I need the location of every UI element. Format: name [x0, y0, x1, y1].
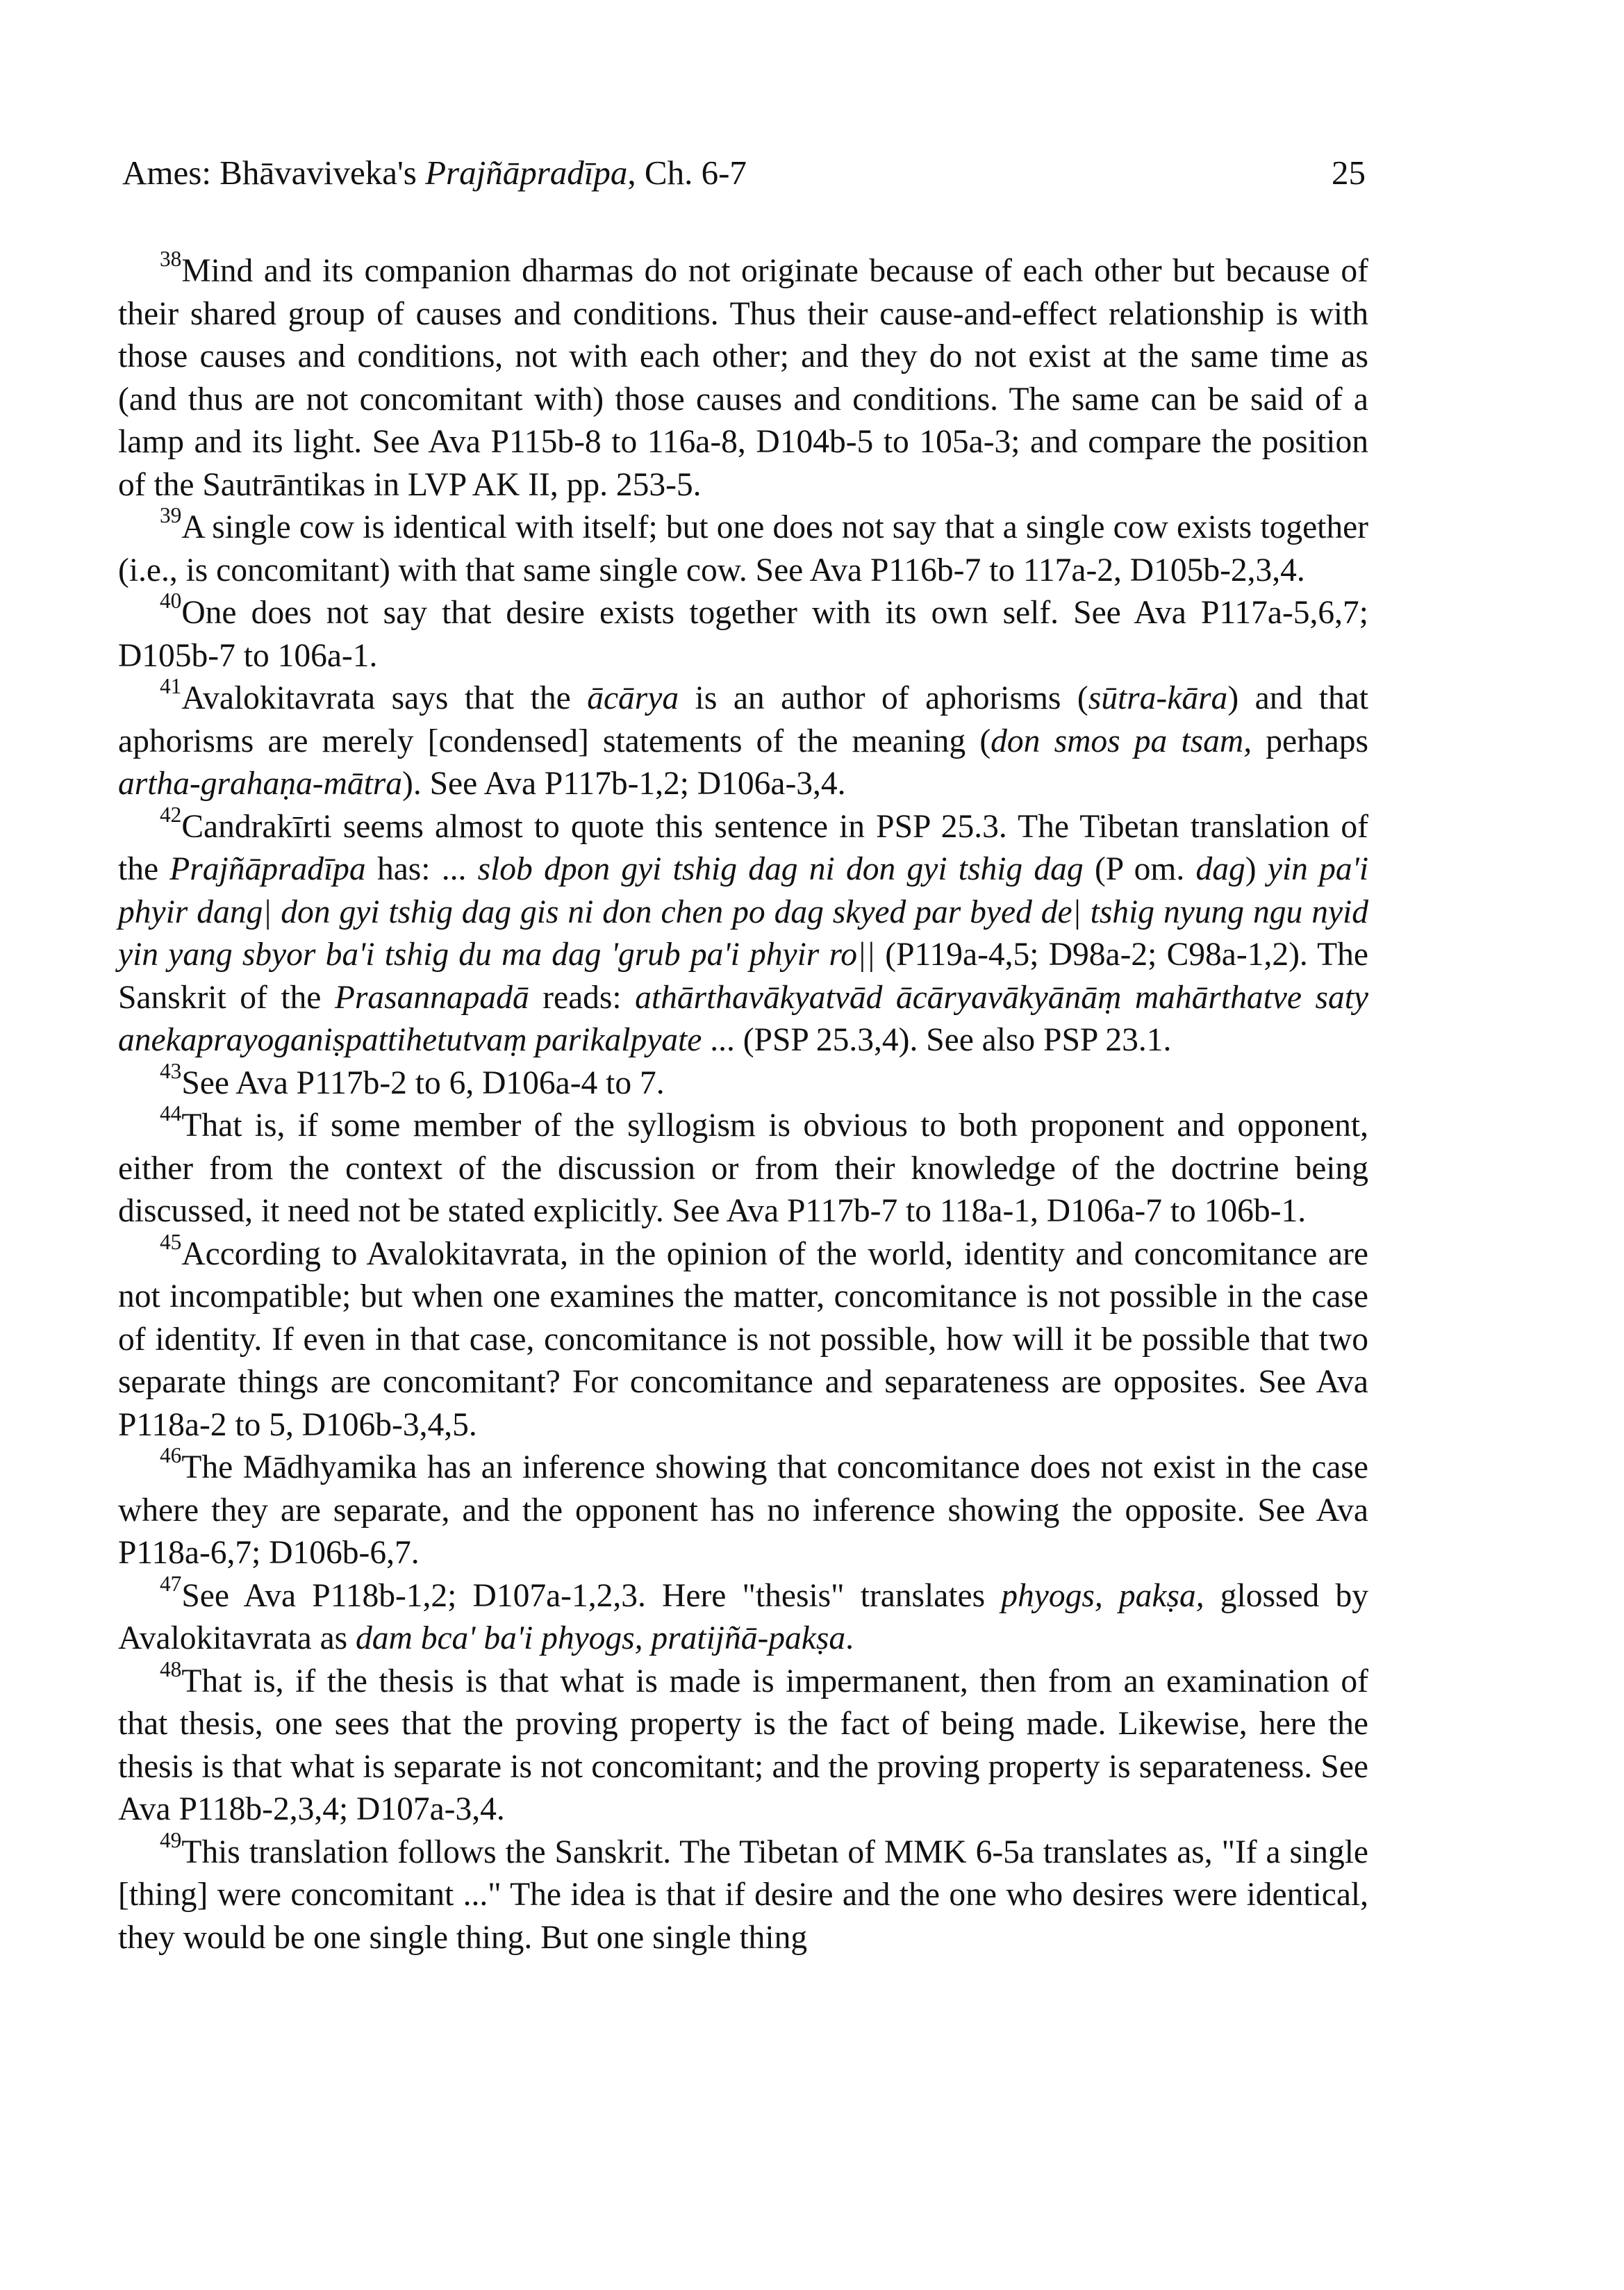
note-39 — [118, 503, 1368, 592]
note-italic-text: yin pa'i phyir dang| don gyi tshig dag gis ni don chen po dag skyed par byed de| tshig nyung ngu nyid yin yang sbyor ba'i tshig du ma dag 'grub pa'i phyir ro|| — [118, 851, 1369, 973]
note-text: Mind and its companion dharmas do not originate because of each other but because of their shared group of causes and conditions. Thus their cause-and-effect relationship is with those causes and conditions, not with each other; and they do not exist at the same time as (and thus are not concomitant with) those causes and conditions. The same can be said of a lamp and its light. See Ava P115b-8 to 116a-8, D104b-5 to 105a-3; and compare the position of the Sautrāntikas in LVP AK II, pp. 253-5. — [118, 253, 1368, 503]
note-number: 43 — [160, 1058, 182, 1083]
note-text: has: ... — [365, 851, 478, 887]
note-italic-text: sūtra-kāra — [1088, 680, 1228, 716]
note-text: A single cow is identical with itself; but one does not say that a single cow exists together (i.e., is concomitant) with that same single cow. See Ava P116b-7 to 117a-2, D105b-2,3,4. — [118, 509, 1368, 588]
note-text: This translation follows the Sanskrit. The Tibetan of MMK 6-5a translates as, "If a single [thing] were concomitant ..." The idea is that if desire and the one who desires were identical, they would be one single thing. But one single thing — [118, 1834, 1368, 1956]
note-number: 41 — [160, 674, 182, 699]
note-49 — [118, 1827, 1368, 1960]
note-text: One does not say that desire exists together with its own self. See Ava P117a-5,6,7; D105b-7 to 106a-1. — [118, 595, 1368, 674]
note-text: ... (PSP 25.3,4). See also PSP 23.1. — [702, 1022, 1172, 1058]
note-italic-text: athārthavākyatvād ācāryavākyānāṃ mahārthatve saty anekaprayoganiṣpattihetutvaṃ parikalpyate — [118, 979, 1368, 1058]
note-number: 46 — [160, 1443, 182, 1468]
note-number: 42 — [160, 802, 182, 827]
note-number: 40 — [160, 588, 182, 613]
note-italic-text: artha-grahaṇa-mātra — [118, 766, 403, 802]
note-text: Avalokitavrata says that the — [181, 680, 588, 716]
note-48 — [118, 1656, 1368, 1831]
note-text: (P119a-4,5; D98a-2; C98a-1,2). The Sanskrit of the — [118, 937, 1368, 1016]
endnotes — [118, 247, 1369, 1959]
note-text: (P om. — [1083, 851, 1196, 887]
running-header — [122, 149, 1366, 197]
note-40 — [118, 588, 1368, 677]
note-text: That is, if the thesis is that what is made is impermanent, then from an examination of that thesis, one sees that the proving property is the fact of being made. Likewise, here the thesis is that what is separate is not concomitant; and the proving property is separateness. See Ava P118b-2,3,4; D107a-3,4. — [118, 1663, 1368, 1827]
note-number: 45 — [160, 1229, 182, 1254]
note-italic-text: dam bca' ba'i phyogs, pratijñā-pakṣa — [356, 1620, 846, 1656]
note-italic-text: don smos pa tsam, — [991, 723, 1266, 759]
note-number: 47 — [160, 1571, 182, 1596]
note-text: See Ava P118b-1,2; D107a-1,2,3. Here "thesis" translates — [181, 1577, 1002, 1614]
note-text: The Mādhyamika has an inference showing that concomitance does not exist in the case where they are separate, and the opponent has no inference showing the opposite. See Ava P118a-6,7; D106b-6,7. — [118, 1449, 1368, 1571]
note-44 — [118, 1101, 1368, 1233]
header-citation — [122, 149, 747, 197]
note-italic-text: Prajñāpradīpa — [169, 851, 366, 887]
note-41 — [118, 674, 1368, 806]
note-number: 38 — [160, 247, 182, 272]
note-italic-text: slob dpon gyi tshig dag ni don gyi tshig dag — [477, 851, 1084, 887]
note-number: 44 — [160, 1101, 182, 1126]
page-number: 25 — [1332, 154, 1366, 192]
note-47 — [118, 1571, 1368, 1661]
note-number: 48 — [160, 1656, 182, 1681]
note-46 — [118, 1443, 1368, 1575]
note-number: 39 — [160, 503, 182, 528]
header-book-title: Prajñāpradīpa — [425, 154, 628, 192]
note-text: Candrakīrti seems almost to quote this sentence in PSP 25.3. The Tibetan translation of the — [118, 808, 1368, 887]
note-text: That is, if some member of the syllogism is obvious to both proponent and opponent, either from the context of the discussion or from their knowledge of the doctrine being discussed, it need not be stated explicitly. See Ava P117b-7 to 118a-1, D106a-7 to 106b-1. — [118, 1107, 1368, 1229]
note-number: 49 — [160, 1827, 182, 1852]
note-text: perhaps — [1266, 723, 1368, 759]
note-45 — [118, 1229, 1368, 1447]
note-42 — [118, 802, 1369, 1062]
note-italic-text: Prasannapadā — [334, 979, 529, 1016]
note-text: reads: — [529, 979, 636, 1016]
note-text: ) and that aphorisms are merely [condensed] statements of the meaning ( — [118, 680, 1368, 759]
note-text: glossed by Avalokitavrata as — [118, 1577, 1368, 1656]
note-text: According to Avalokitavrata, in the opinion of the world, identity and concomitance are not incompatible; but when one examines the matter, concomitance is not possible in the case of identity. If even in that case, concomitance is not possible, how will it be possible that two separate things are concomitant? For concomitance and separateness are opposites. See Ava P118a-2 to 5, D106b-3,4,5. — [118, 1235, 1368, 1443]
note-43 — [118, 1058, 1368, 1105]
note-italic-text: phyogs, pakṣa, — [1001, 1577, 1204, 1614]
note-38 — [118, 247, 1368, 506]
note-text: is an author of aphorisms ( — [679, 680, 1088, 716]
note-text: ) — [1245, 851, 1268, 887]
note-text: ). See Ava P117b-1,2; D106a-3,4. — [402, 766, 846, 802]
header-author: Ames: Bhāvaviveka's — [122, 154, 426, 192]
header-chapter: , Ch. 6-7 — [627, 154, 747, 192]
note-italic-text: dag — [1195, 851, 1245, 887]
note-text: See Ava P117b-2 to 6, D106a-4 to 7. — [181, 1064, 665, 1101]
note-italic-text: ācārya — [587, 680, 679, 716]
note-text: . — [845, 1620, 854, 1656]
